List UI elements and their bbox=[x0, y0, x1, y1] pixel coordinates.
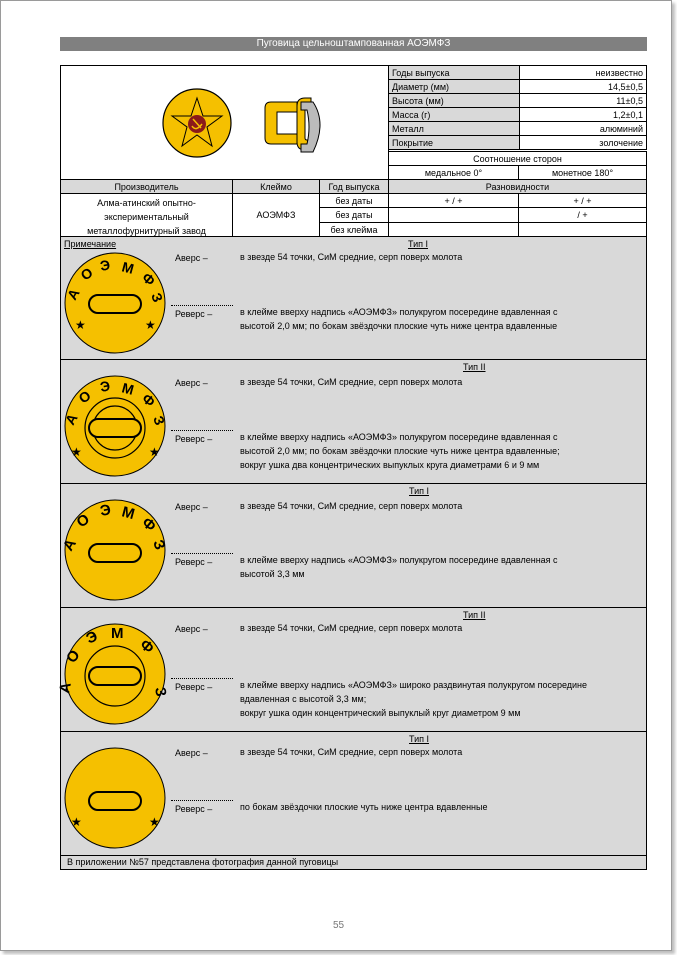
type-label: Тип I bbox=[408, 239, 429, 249]
svg-text:А: А bbox=[56, 681, 75, 695]
type-label: Тип II bbox=[463, 610, 486, 620]
reverse-stamp-illustration bbox=[63, 742, 173, 854]
header-varieties: Разновидности bbox=[388, 179, 647, 194]
variety-cell bbox=[388, 207, 519, 223]
revers-label: Реверс – bbox=[175, 434, 213, 444]
svg-text:З: З bbox=[148, 290, 167, 305]
variety-cell bbox=[388, 222, 519, 237]
svg-text:★: ★ bbox=[71, 445, 82, 459]
avers-label: Аверс – bbox=[175, 624, 208, 634]
reverse-stamp-illustration bbox=[59, 494, 173, 606]
svg-text:З: З bbox=[149, 537, 169, 553]
svg-text:★: ★ bbox=[75, 318, 86, 332]
button-illustration bbox=[61, 66, 390, 181]
svg-text:Э: Э bbox=[98, 501, 113, 520]
year-cell: без клейма bbox=[319, 222, 389, 237]
stamp-cell: АОЭМФЗ bbox=[232, 193, 320, 237]
revers-label: Реверс – bbox=[175, 309, 213, 319]
avers-label: Аверс – bbox=[175, 253, 208, 263]
button-images-panel bbox=[60, 65, 389, 180]
avers-text: в звезде 54 точки, СиМ средние, серп поверх молота bbox=[240, 623, 463, 633]
note-section-5 bbox=[60, 731, 647, 856]
variety-cell: + / + bbox=[388, 193, 519, 208]
svg-text:А: А bbox=[63, 285, 83, 303]
divider bbox=[171, 800, 233, 801]
svg-text:Ф: Ф bbox=[138, 514, 160, 536]
revers-label: Реверс – bbox=[175, 682, 213, 692]
svg-text:М: М bbox=[119, 503, 137, 524]
note-label: Примечание bbox=[64, 239, 117, 249]
ratio-header: Соотношение сторон bbox=[388, 151, 647, 166]
revers-text-line: высотой 3,3 мм bbox=[240, 569, 305, 579]
revers-text-line: в клейме вверху надпись «АОЭМФЗ» полукругом посередине вдавленная с bbox=[240, 307, 558, 317]
svg-text:Э: Э bbox=[98, 377, 112, 395]
svg-text:З: З bbox=[151, 685, 170, 698]
revers-text-line: в клейме вверху надпись «АОЭМФЗ» широко раздвинутая полукругом посередине bbox=[240, 680, 588, 690]
type-label: Тип I bbox=[409, 734, 430, 744]
divider bbox=[171, 678, 233, 679]
svg-text:А: А bbox=[61, 410, 81, 428]
type-label: Тип I bbox=[409, 486, 430, 496]
variety-cell bbox=[518, 222, 647, 237]
maker-cell: Алма-атинский опытно-экспериментальный металлофурнитурный завод bbox=[60, 193, 233, 237]
svg-text:Ф: Ф bbox=[139, 390, 159, 410]
revers-label: Реверс – bbox=[175, 557, 213, 567]
avers-label: Аверс – bbox=[175, 378, 208, 388]
revers-label: Реверс – bbox=[175, 804, 213, 814]
svg-text:★: ★ bbox=[149, 445, 160, 459]
note-section-4 bbox=[56, 607, 647, 732]
avers-label: Аверс – bbox=[175, 502, 208, 512]
svg-text:О: О bbox=[77, 264, 96, 284]
svg-text:З: З bbox=[150, 413, 169, 428]
avers-text: в звезде 54 точки, СиМ средние, серп поверх молота bbox=[240, 501, 463, 511]
ratio-medal: медальное 0° bbox=[388, 165, 519, 180]
reverse-stamp-illustration bbox=[56, 618, 173, 730]
svg-text:О: О bbox=[73, 510, 93, 532]
revers-text-line: в клейме вверху надпись «АОЭМФЗ» полукругом посередине вдавленная с bbox=[240, 432, 558, 442]
footer-note: В приложении №57 представлена фотография данной пуговицы bbox=[60, 855, 647, 870]
revers-text-line: по бокам звёздочки плоские чуть ниже центра вдавленные bbox=[240, 802, 488, 812]
year-cell: без даты bbox=[319, 207, 389, 223]
svg-text:Э: Э bbox=[98, 256, 112, 274]
header-maker: Производитель bbox=[60, 179, 233, 194]
divider bbox=[171, 305, 233, 306]
specs-table: Годы выпуска неизвестно Диаметр (мм) 14,5±0,5 Высота (мм) 11±0,5 Масса (г) 1,2±0,1 Металл алюминий Покрытие золочение bbox=[388, 65, 647, 150]
note-section-3 bbox=[60, 483, 647, 608]
revers-text-line: в клейме вверху надпись «АОЭМФЗ» полукругом посередине вдавленная с bbox=[240, 555, 558, 565]
type-label: Тип II bbox=[463, 362, 486, 372]
svg-text:О: О bbox=[75, 387, 94, 407]
svg-text:М: М bbox=[120, 258, 136, 277]
svg-text:★: ★ bbox=[71, 815, 82, 829]
revers-text-line: вдавленная с высотой 3,3 мм; bbox=[240, 694, 367, 704]
avers-text: в звезде 54 точки, СиМ средние, серп поверх молота bbox=[240, 747, 463, 757]
variety-cell: + / + bbox=[518, 193, 647, 208]
revers-text-line: вокруг ушка два концентрических выпуклых круга диаметрами 6 и 9 мм bbox=[240, 460, 540, 470]
variety-cell: / + bbox=[518, 207, 647, 223]
svg-text:М: М bbox=[111, 625, 124, 642]
note-section-2 bbox=[60, 359, 647, 484]
ratio-coin: монетное 180° bbox=[518, 165, 647, 180]
page-number: 55 bbox=[332, 920, 345, 931]
revers-text-line: вокруг ушка один концентрический выпуклый круг диаметром 9 мм bbox=[240, 708, 521, 718]
reverse-stamp-illustration bbox=[63, 370, 173, 482]
divider bbox=[171, 430, 233, 431]
year-cell: без даты bbox=[319, 193, 389, 208]
note-section-1 bbox=[60, 236, 647, 360]
svg-text:★: ★ bbox=[149, 815, 160, 829]
header-stamp: Клеймо bbox=[232, 179, 320, 194]
header-year: Год выпуска bbox=[319, 179, 389, 194]
svg-text:М: М bbox=[120, 379, 136, 398]
revers-text-line: высотой 2,0 мм; по бокам звёздочки плоские чуть ниже центра вдавленные bbox=[240, 321, 558, 331]
svg-text:А: А bbox=[59, 536, 80, 554]
divider bbox=[171, 553, 233, 554]
revers-text-line: высотой 2,0 мм; по бокам звёздочки плоские чуть ниже центра вдавленные; bbox=[240, 446, 560, 456]
avers-text: в звезде 54 точки, СиМ средние, серп поверх молота bbox=[240, 377, 463, 387]
page-title: Пуговица цельноштампованная АОЭМФЗ bbox=[60, 37, 647, 51]
avers-text: в звезде 54 точки, СиМ средние, серп поверх молота bbox=[240, 252, 463, 262]
svg-text:Э: Э bbox=[83, 627, 101, 648]
svg-text:★: ★ bbox=[145, 318, 156, 332]
svg-text:О: О bbox=[63, 646, 84, 667]
svg-text:Ф: Ф bbox=[136, 636, 158, 658]
avers-label: Аверс – bbox=[175, 748, 208, 758]
svg-text:Ф: Ф bbox=[139, 269, 159, 289]
reverse-stamp-illustration bbox=[63, 247, 173, 359]
